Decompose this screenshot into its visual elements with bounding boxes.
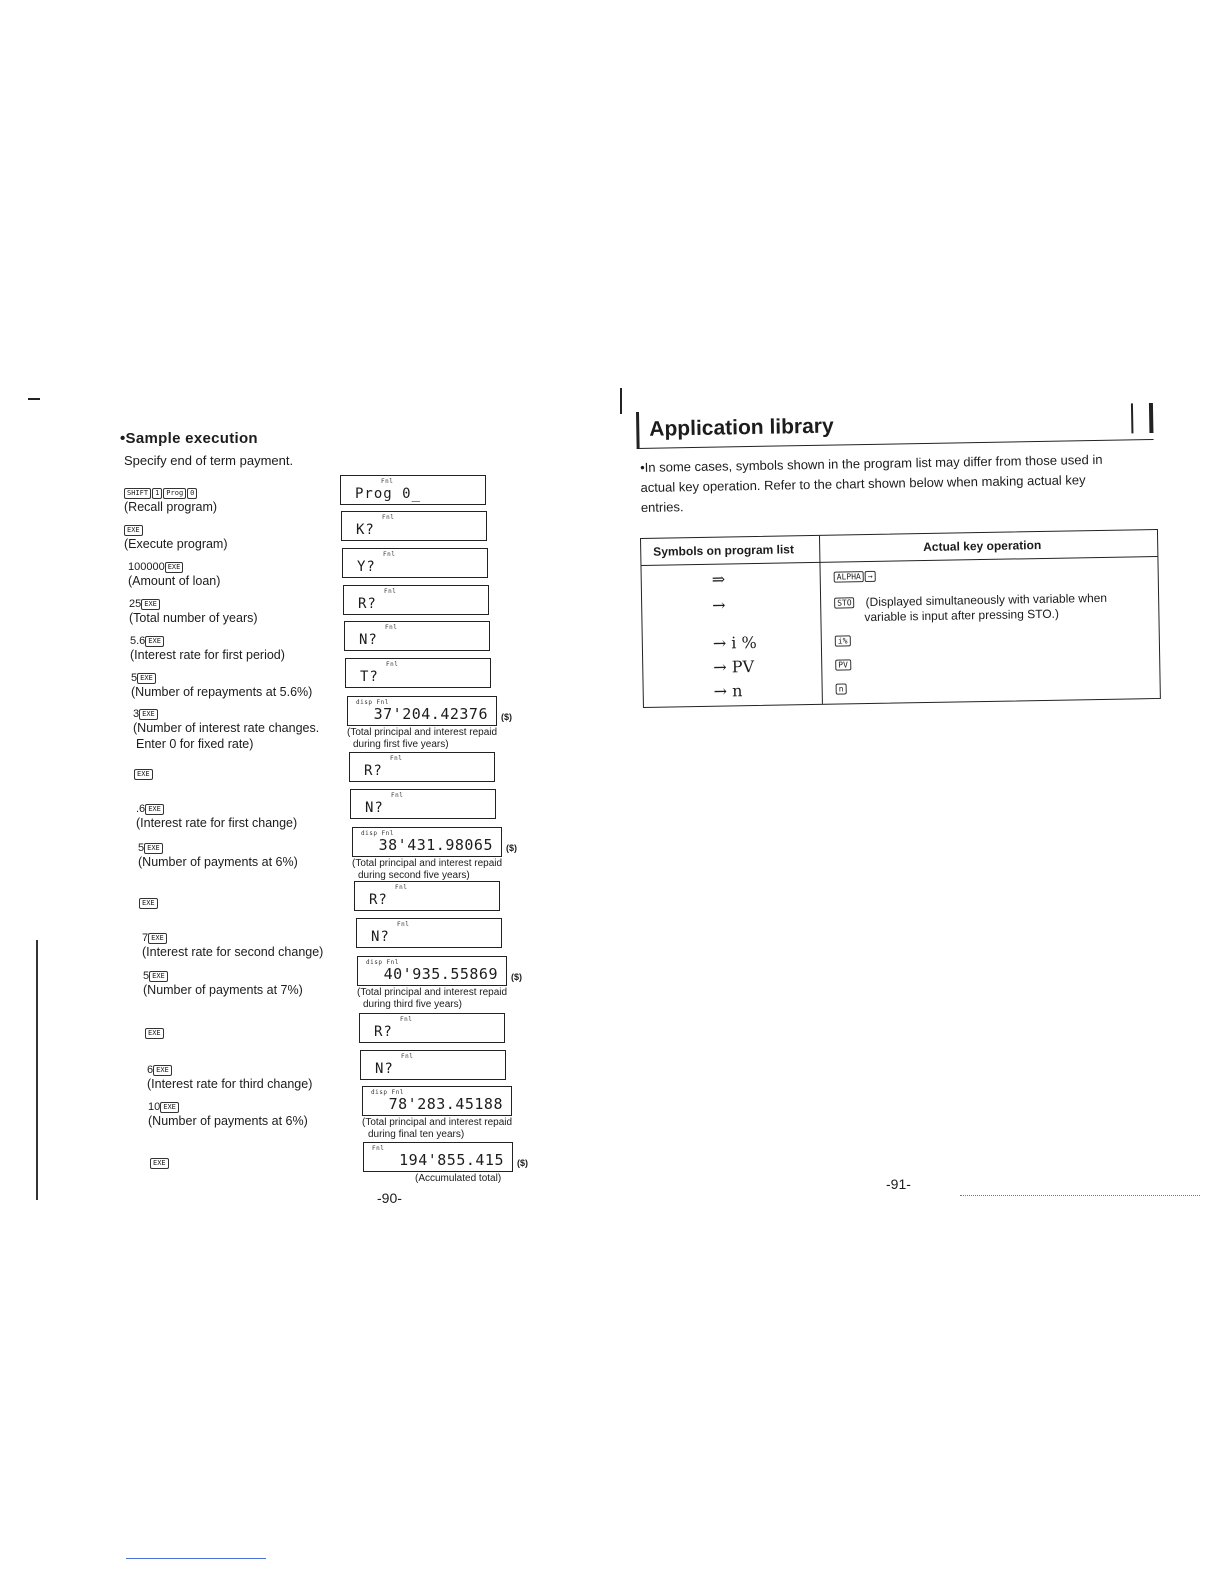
program-symbol: → n bbox=[713, 681, 743, 701]
display-indicator: Fnl bbox=[397, 921, 410, 928]
key-icon: EXE bbox=[153, 1065, 172, 1076]
step-item bbox=[142, 932, 323, 960]
lcd-display bbox=[340, 475, 486, 505]
lcd-display bbox=[345, 658, 491, 688]
table-header: Symbols on program list bbox=[653, 542, 795, 559]
lcd-display bbox=[356, 918, 502, 948]
key-sequence bbox=[124, 487, 217, 499]
display-prompt: K? bbox=[356, 522, 375, 538]
key-sequence bbox=[136, 803, 297, 815]
margin-tick bbox=[28, 398, 40, 400]
display-prompt: N? bbox=[375, 1061, 394, 1077]
display-value: 40'935.55869 bbox=[383, 965, 498, 983]
step-item bbox=[148, 1101, 308, 1129]
display-caption bbox=[357, 987, 507, 1011]
key-icon: EXE bbox=[145, 1028, 164, 1039]
step-description: Enter 0 for fixed rate) bbox=[136, 737, 254, 751]
display-prompt: N? bbox=[359, 632, 378, 648]
step-item bbox=[128, 561, 220, 589]
key-icon: EXE bbox=[165, 562, 184, 573]
key-icon: EXE bbox=[148, 933, 167, 944]
sample-execution-heading: •Sample execution bbox=[120, 430, 258, 447]
display-indicator: disp Fnl bbox=[356, 699, 389, 706]
footer-rule bbox=[960, 1195, 1200, 1196]
program-symbol: → bbox=[712, 595, 726, 615]
step-item bbox=[133, 708, 319, 752]
display-indicator: disp Fnl bbox=[361, 830, 394, 837]
display-prompt: N? bbox=[371, 929, 390, 945]
step-description: (Amount of loan) bbox=[128, 574, 221, 588]
key-operation bbox=[835, 657, 852, 672]
key-icon: EXE bbox=[145, 636, 164, 647]
display-indicator: Fnl bbox=[400, 1016, 413, 1023]
step-item bbox=[150, 1157, 170, 1169]
lcd-display bbox=[349, 752, 495, 782]
display-caption bbox=[362, 1117, 512, 1141]
key-sequence bbox=[147, 1064, 312, 1076]
step-item bbox=[145, 1027, 165, 1039]
key-sequence bbox=[139, 897, 159, 909]
display-value: 38'431.98065 bbox=[378, 836, 493, 854]
key-digits: 10 bbox=[148, 1101, 161, 1113]
program-symbol: → PV bbox=[713, 657, 755, 677]
key-operation bbox=[836, 681, 848, 696]
key-sequence bbox=[143, 970, 303, 982]
key-icon: EXE bbox=[145, 804, 164, 815]
program-symbol: → i % bbox=[712, 632, 757, 653]
note-line: entries. bbox=[640, 499, 684, 515]
key-sequence bbox=[131, 672, 312, 684]
key-digits: 7 bbox=[142, 932, 149, 944]
step-item bbox=[124, 487, 217, 515]
step-item bbox=[147, 1064, 312, 1092]
key-operation bbox=[834, 591, 1107, 626]
key-digits: 6 bbox=[147, 1064, 154, 1076]
key-sequence bbox=[134, 768, 154, 780]
step-description: (Number of payments at 6%) bbox=[138, 855, 298, 869]
key-icon: EXE bbox=[149, 971, 168, 982]
key-operation bbox=[834, 569, 877, 585]
key-icon: 1 bbox=[152, 488, 162, 499]
caption-line: (Total principal and interest repaid bbox=[347, 727, 498, 738]
caption-line: (Total principal and interest repaid bbox=[357, 987, 508, 998]
display-indicator: Fnl bbox=[386, 661, 399, 668]
display-indicator: Fnl bbox=[391, 792, 404, 799]
display-prompt: R? bbox=[374, 1024, 393, 1040]
step-description: (Number of interest rate changes. bbox=[133, 721, 320, 735]
step-description: (Total number of years) bbox=[129, 611, 258, 625]
key-sequence bbox=[124, 524, 228, 536]
display-prompt: R? bbox=[364, 763, 383, 779]
currency-unit: ($) bbox=[501, 712, 512, 722]
binding-edge bbox=[36, 940, 38, 1200]
lcd-display bbox=[360, 1050, 506, 1080]
currency-unit: ($) bbox=[517, 1158, 528, 1168]
page-number-right: -91- bbox=[886, 1176, 911, 1192]
display-indicator: Fnl bbox=[384, 588, 397, 595]
lcd-display bbox=[343, 585, 489, 615]
currency-unit: ($) bbox=[511, 972, 522, 982]
page-title: Application library bbox=[649, 414, 834, 441]
key-icon: EXE bbox=[139, 709, 158, 720]
key-digits: 100000 bbox=[128, 561, 165, 573]
key-icon: EXE bbox=[124, 525, 143, 536]
display-caption bbox=[347, 727, 497, 751]
display-indicator: Fnl bbox=[381, 478, 394, 485]
margin-bracket bbox=[620, 388, 622, 414]
caption-line: during first five years) bbox=[353, 739, 449, 750]
display-prompt: R? bbox=[358, 596, 377, 612]
key-sequence bbox=[130, 635, 285, 647]
key-icon: i% bbox=[835, 636, 851, 647]
display-indicator: disp Fnl bbox=[366, 959, 399, 966]
display-value: 37'204.42376 bbox=[373, 705, 488, 723]
step-item bbox=[138, 842, 298, 870]
step-item bbox=[124, 524, 228, 552]
program-symbol: ⇒ bbox=[711, 569, 726, 589]
lcd-display bbox=[362, 1086, 512, 1116]
lcd-display bbox=[354, 881, 500, 911]
key-sequence bbox=[128, 561, 220, 573]
lcd-display bbox=[350, 789, 496, 819]
key-sequence bbox=[133, 708, 319, 720]
lcd-display bbox=[359, 1013, 505, 1043]
step-description: (Interest rate for second change) bbox=[142, 945, 324, 959]
display-indicator: disp Fnl bbox=[371, 1089, 404, 1096]
key-digits: .6 bbox=[136, 803, 146, 815]
display-indicator: Fnl bbox=[372, 1145, 385, 1152]
key-sequence bbox=[129, 598, 258, 610]
key-sequence bbox=[145, 1027, 165, 1039]
key-icon: n bbox=[836, 684, 847, 695]
display-indicator: Fnl bbox=[385, 624, 398, 631]
display-caption bbox=[352, 858, 502, 882]
key-icon: EXE bbox=[160, 1102, 179, 1113]
key-icon: STO bbox=[834, 598, 855, 609]
step-item bbox=[130, 635, 285, 663]
caption-line: (Total principal and interest repaid bbox=[362, 1117, 513, 1128]
table-header: Actual key operation bbox=[923, 538, 1042, 555]
caption-line: during final ten years) bbox=[368, 1129, 465, 1140]
display-caption bbox=[415, 1173, 501, 1185]
step-item bbox=[139, 897, 159, 909]
key-digits: 5 bbox=[131, 672, 138, 684]
caption-line: during third five years) bbox=[363, 999, 462, 1010]
key-icon: PV bbox=[835, 660, 851, 671]
intro-text: Specify end of term payment. bbox=[124, 453, 294, 468]
display-prompt: T? bbox=[360, 669, 379, 685]
key-digits: 5.6 bbox=[130, 635, 146, 647]
step-item bbox=[129, 598, 258, 626]
key-icon: EXE bbox=[134, 769, 153, 780]
step-description: (Number of payments at 6%) bbox=[148, 1114, 308, 1128]
key-digits: 5 bbox=[138, 842, 145, 854]
currency-unit: ($) bbox=[506, 843, 517, 853]
step-item bbox=[136, 803, 297, 831]
step-description: (Interest rate for first change) bbox=[136, 816, 298, 830]
key-icon: SHIFT bbox=[124, 488, 151, 499]
key-digits: 25 bbox=[129, 598, 142, 610]
step-description: (Interest rate for third change) bbox=[147, 1077, 313, 1091]
key-digits: 5 bbox=[143, 970, 150, 982]
lcd-display bbox=[344, 621, 490, 651]
key-icon: EXE bbox=[141, 599, 160, 610]
lcd-display bbox=[357, 956, 507, 986]
step-description: (Interest rate for first period) bbox=[130, 648, 285, 662]
operation-note: (Displayed simultaneously with variable when bbox=[865, 590, 1108, 610]
display-prompt: R? bbox=[369, 892, 388, 908]
blue-underline bbox=[126, 1558, 266, 1559]
display-indicator: Fnl bbox=[401, 1053, 414, 1060]
lcd-display bbox=[342, 548, 488, 578]
key-digits: 3 bbox=[133, 708, 140, 720]
key-sequence bbox=[150, 1157, 170, 1169]
caption-line: during second five years) bbox=[358, 870, 470, 881]
step-item bbox=[131, 672, 312, 700]
display-indicator: Fnl bbox=[383, 551, 396, 558]
key-operation bbox=[835, 633, 852, 648]
operation-note: variable is input after pressing STO.) bbox=[864, 606, 1060, 625]
display-value: 194'855.415 bbox=[399, 1151, 504, 1169]
key-icon: EXE bbox=[150, 1158, 169, 1169]
note-paragraph bbox=[640, 449, 1156, 518]
note-line: •In some cases, symbols shown in the program list may differ from those used in bbox=[640, 451, 1103, 475]
application-library-title-box bbox=[636, 403, 1154, 449]
key-sequence bbox=[148, 1101, 308, 1113]
display-prompt: N? bbox=[365, 800, 384, 816]
lcd-display bbox=[363, 1142, 513, 1172]
step-description: (Number of payments at 7%) bbox=[143, 983, 303, 997]
key-icon: → bbox=[865, 571, 876, 582]
lcd-display bbox=[352, 827, 502, 857]
caption-line: (Total principal and interest repaid bbox=[352, 858, 503, 869]
step-description: (Number of repayments at 5.6%) bbox=[131, 685, 313, 699]
key-sequence bbox=[142, 932, 323, 944]
note-line: actual key operation. Refer to the chart shown below when making actual key bbox=[640, 472, 1086, 495]
display-prompt: Prog 0_ bbox=[355, 486, 422, 502]
key-icon: 0 bbox=[187, 488, 197, 499]
display-indicator: Fnl bbox=[390, 755, 403, 762]
display-prompt: Y? bbox=[357, 559, 376, 575]
step-item bbox=[143, 970, 303, 998]
step-item bbox=[134, 768, 154, 780]
key-icon: EXE bbox=[144, 843, 163, 854]
key-icon: EXE bbox=[137, 673, 156, 684]
display-indicator: Fnl bbox=[382, 514, 395, 521]
display-indicator: Fnl bbox=[395, 884, 408, 891]
step-description: (Recall program) bbox=[124, 500, 218, 514]
page-number-left: -90- bbox=[377, 1190, 402, 1206]
lcd-display bbox=[341, 511, 487, 541]
lcd-display bbox=[347, 696, 497, 726]
caption-line: (Accumulated total) bbox=[415, 1173, 502, 1184]
symbol-table bbox=[640, 529, 1161, 708]
display-value: 78'283.45188 bbox=[388, 1095, 503, 1113]
key-icon: EXE bbox=[139, 898, 158, 909]
title-bars bbox=[1131, 403, 1154, 433]
key-icon: Prog bbox=[163, 488, 186, 499]
step-description: (Execute program) bbox=[124, 537, 228, 551]
key-icon: ALPHA bbox=[834, 571, 864, 583]
key-sequence bbox=[138, 842, 298, 854]
